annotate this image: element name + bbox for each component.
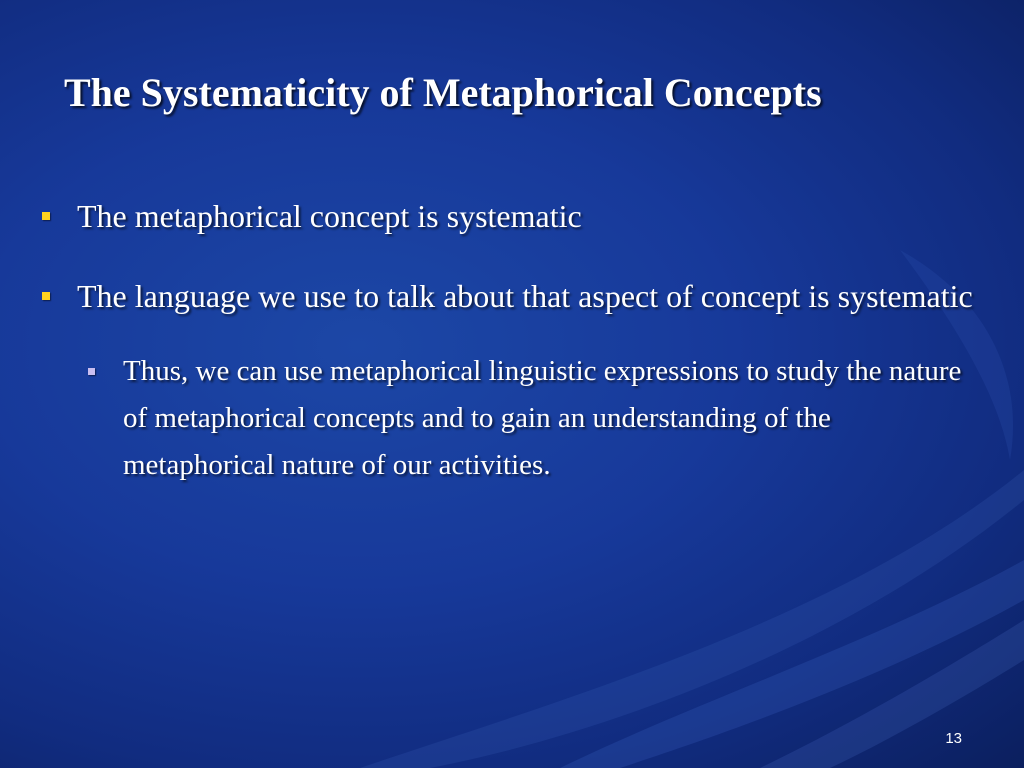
sub-bullet-list [77, 348, 980, 489]
slide-title: The Systematicity of Metaphorical Concepts [64, 70, 822, 115]
square-bullet-icon [42, 292, 50, 300]
bullet-item [40, 272, 980, 489]
bullet-item [40, 192, 980, 240]
bullet-text: The language we use to talk about that aspect of concept is systematic [77, 278, 973, 314]
square-bullet-icon [42, 212, 50, 220]
sub-bullet-item [86, 348, 980, 489]
slide-number: 13 [945, 730, 962, 747]
sub-bullet-text: Thus, we can use metaphorical linguistic expressions to study the nature of metaphorical concepts and to gain an understanding of the metaphorical nature of our activities. [123, 355, 962, 481]
square-sub-bullet-icon [88, 368, 95, 375]
bullet-list [40, 192, 980, 489]
bullet-text: The metaphorical concept is systematic [77, 198, 582, 234]
